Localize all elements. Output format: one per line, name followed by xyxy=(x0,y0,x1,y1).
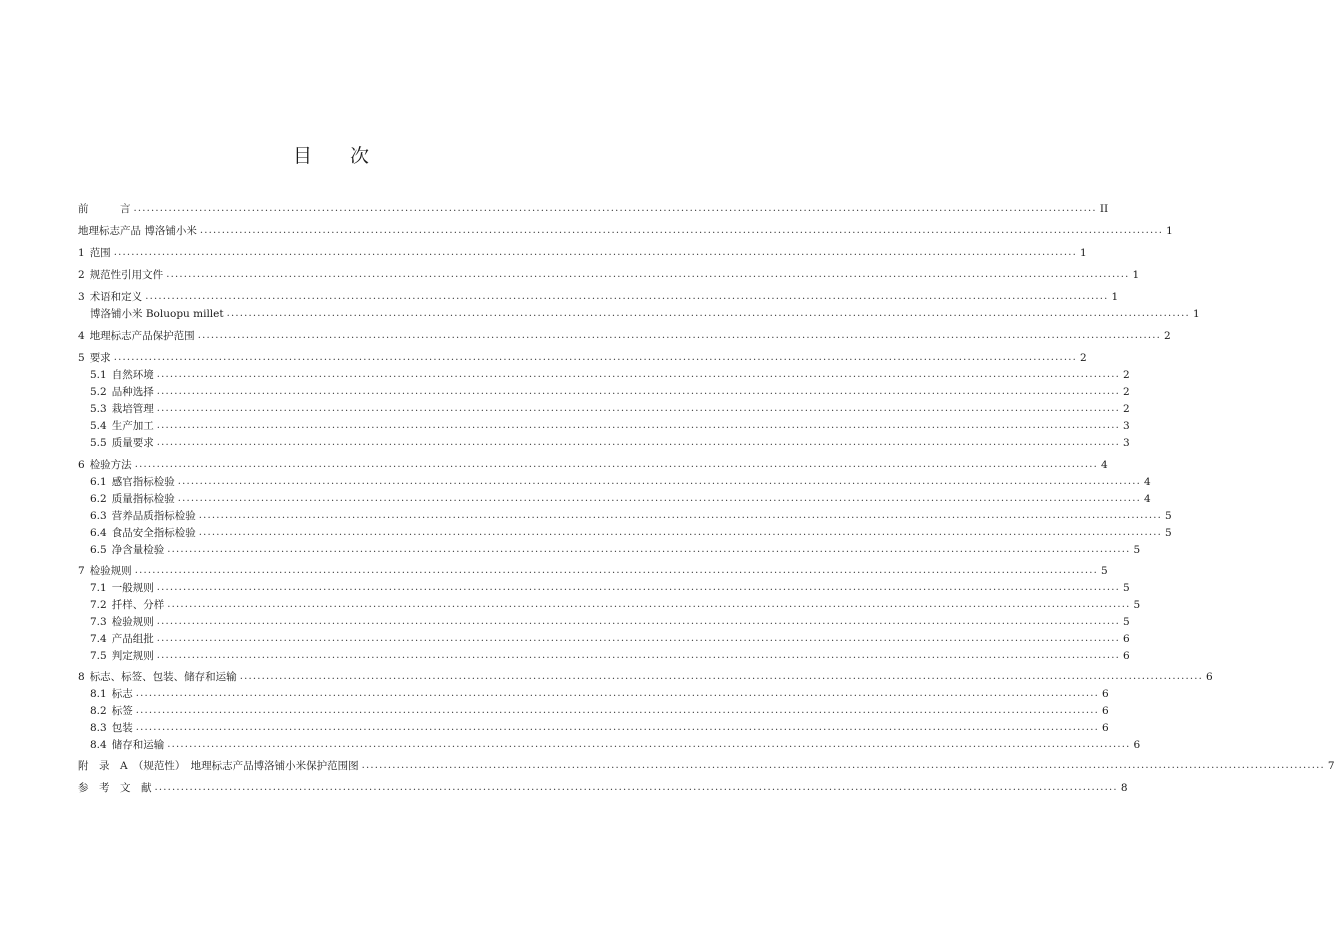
toc-entry[interactable] xyxy=(90,632,1130,646)
dot-leader: ............................................................................................................................................................................................................................ xyxy=(156,369,1121,380)
dot-leader: ............................................................................................................................................................................................................................ xyxy=(167,599,1131,610)
dot-leader: ............................................................................................................................................................................................................................ xyxy=(198,527,1163,538)
toc-entry-label xyxy=(90,581,154,595)
toc-entry-number: 6.2 xyxy=(90,493,107,505)
toc-entry-number: 6.4 xyxy=(90,527,107,539)
toc-entry-page: 1 xyxy=(1132,269,1140,281)
toc-entry-label xyxy=(78,268,163,282)
toc-entry-label xyxy=(90,475,175,489)
toc-entry-label xyxy=(90,492,175,506)
dot-leader: ............................................................................................................................................................................................................................ xyxy=(133,203,1097,214)
toc-entry-label xyxy=(90,632,154,646)
toc-entry-page: 2 xyxy=(1164,330,1171,342)
toc-entry-page: 3 xyxy=(1123,437,1130,449)
toc-entry-label xyxy=(90,598,164,612)
toc-entry-page: 3 xyxy=(1123,420,1130,432)
toc-entry-text: 储存和运输 xyxy=(111,739,165,751)
toc-entry-text: 营养品质指标检验 xyxy=(111,510,196,522)
toc-entry-label xyxy=(78,351,111,365)
toc-entry-page: 2 xyxy=(1123,369,1130,381)
toc-entry[interactable] xyxy=(90,526,1172,540)
toc-entry-number: 7.4 xyxy=(90,633,107,645)
toc-entry-number: 5.5 xyxy=(90,437,107,449)
toc-entry-label xyxy=(78,202,131,216)
toc-entry-number: 8.3 xyxy=(90,722,107,734)
toc-entry-number: 5 xyxy=(78,352,85,364)
toc-entry-text: 地理标志产品保护范围 xyxy=(89,330,195,342)
toc-entry-label xyxy=(78,564,132,578)
toc-entry-text: 扦样、分样 xyxy=(111,599,165,611)
dot-leader: ............................................................................................................................................................................................................................ xyxy=(177,493,1142,504)
toc-entry-text: 标志 xyxy=(111,688,133,700)
dot-leader: ............................................................................................................................................................................................................................ xyxy=(166,269,1130,280)
toc-entry-text: 标志、标签、包装、储存和运输 xyxy=(89,671,237,683)
toc-entry-label xyxy=(78,781,152,795)
toc-entry-number: 8.4 xyxy=(90,739,107,751)
toc-entry[interactable] xyxy=(90,419,1130,433)
toc-entry-label xyxy=(78,670,237,684)
toc-entry[interactable] xyxy=(90,492,1151,506)
toc-entry-page: 6 xyxy=(1206,671,1213,683)
dot-leader: ............................................................................................................................................................................................................................ xyxy=(156,633,1121,644)
dot-leader: ............................................................................................................................................................................................................................ xyxy=(156,616,1121,627)
toc-entry-text: 术语和定义 xyxy=(89,291,143,303)
toc-entry-number: 8 xyxy=(78,671,85,683)
toc-entry-number: 6.3 xyxy=(90,510,107,522)
toc-entry[interactable] xyxy=(90,704,1109,718)
toc-entry[interactable] xyxy=(90,436,1130,450)
toc-entry-number: 7 xyxy=(78,565,85,577)
toc-entry-text: 判定规则 xyxy=(111,650,154,662)
dot-leader: ............................................................................................................................................................................................................................ xyxy=(156,650,1121,661)
toc-entry-label xyxy=(90,402,154,416)
dot-leader: ............................................................................................................................................................................................................................ xyxy=(361,760,1325,771)
toc-entry-page: 5 xyxy=(1123,616,1130,628)
toc-entry-number: 3 xyxy=(78,291,85,303)
toc-entry-number: 6.5 xyxy=(90,544,107,556)
toc-entry[interactable] xyxy=(90,543,1141,557)
toc-entry[interactable] xyxy=(90,368,1130,382)
dot-leader: ............................................................................................................................................................................................................................ xyxy=(156,437,1121,448)
toc-entry-text: 要求 xyxy=(89,352,111,364)
toc-entry[interactable] xyxy=(78,670,1213,684)
dot-leader: ............................................................................................................................................................................................................................ xyxy=(145,291,1109,302)
toc-entry-page: 6 xyxy=(1123,633,1130,645)
toc-entry[interactable] xyxy=(90,402,1130,416)
toc-entry-label xyxy=(90,543,164,557)
toc-entry-number: 5.3 xyxy=(90,403,107,415)
dot-leader: ............................................................................................................................................................................................................................ xyxy=(197,330,1162,341)
toc-entry-number: 7.1 xyxy=(90,582,107,594)
toc-entry-page: 4 xyxy=(1144,476,1151,488)
toc-entry-text: 质量指标检验 xyxy=(111,493,175,505)
toc-entry-text: 检验方法 xyxy=(89,459,132,471)
dot-leader: ............................................................................................................................................................................................................................ xyxy=(135,705,1100,716)
toc-entry-text: 规范性引用文件 xyxy=(89,269,164,281)
dot-leader: ............................................................................................................................................................................................................................ xyxy=(156,403,1121,414)
toc-entry-label xyxy=(78,759,359,773)
toc-entry-page: 5 xyxy=(1101,565,1108,577)
toc-entry-label xyxy=(90,368,154,382)
toc-entry-page: 2 xyxy=(1080,352,1087,364)
toc-entry[interactable] xyxy=(78,759,1335,773)
toc-entry-text: 检验规则 xyxy=(89,565,132,577)
toc-entry-page: 5 xyxy=(1133,544,1141,556)
toc-entry-number: 4 xyxy=(78,330,85,342)
dot-leader: ............................................................................................................................................................................................................................ xyxy=(113,352,1078,363)
toc-entry-page: 6 xyxy=(1102,705,1109,717)
toc-entry-page: 1 xyxy=(1192,308,1200,320)
toc-entry-page: 2 xyxy=(1123,403,1130,415)
toc-entry[interactable] xyxy=(90,721,1109,735)
toc-entry[interactable] xyxy=(90,581,1130,595)
toc-entry-number: 5.1 xyxy=(90,369,107,381)
toc-entry-text: 检验规则 xyxy=(111,616,154,628)
toc-entry[interactable] xyxy=(78,564,1108,578)
toc-entry-page: 5 xyxy=(1123,582,1130,594)
toc-entry[interactable] xyxy=(90,615,1130,629)
toc-entry[interactable] xyxy=(78,290,1119,304)
toc-entry-text: 标签 xyxy=(111,705,133,717)
toc-entry-label xyxy=(90,419,154,433)
toc-entry-text: 范围 xyxy=(89,247,111,259)
toc-entry-text: 附 录 A （规范性） 地理标志产品博洛铺小米保护范围图 xyxy=(78,760,359,772)
toc-entry-label xyxy=(78,290,142,304)
toc-entry-text: 感官指标检验 xyxy=(111,476,175,488)
toc-entry-number: 7.5 xyxy=(90,650,107,662)
toc-entry-label xyxy=(78,224,197,238)
toc-entry-label xyxy=(90,649,154,663)
toc-entry-text: 生产加工 xyxy=(111,420,154,432)
dot-leader: ............................................................................................................................................................................................................................ xyxy=(135,688,1100,699)
toc-entry-number: 7.3 xyxy=(90,616,107,628)
dot-leader: ............................................................................................................................................................................................................................ xyxy=(154,782,1118,793)
toc-entry-page: 4 xyxy=(1144,493,1151,505)
toc-entry-text: 栽培管理 xyxy=(111,403,154,415)
dot-leader: ............................................................................................................................................................................................................................ xyxy=(156,582,1121,593)
dot-leader: ............................................................................................................................................................................................................................ xyxy=(113,247,1078,258)
toc-entry-number: 5.2 xyxy=(90,386,107,398)
page-title xyxy=(0,141,662,168)
toc-entry[interactable] xyxy=(78,351,1087,365)
toc-entry-text: 一般规则 xyxy=(111,582,154,594)
toc-entry-page: 6 xyxy=(1102,722,1109,734)
toc-entry-text: 品种选择 xyxy=(111,386,154,398)
toc-entry-page: 6 xyxy=(1123,650,1130,662)
toc-entry-text: 参 考 文 献 xyxy=(78,782,152,794)
toc-entry[interactable] xyxy=(90,738,1141,752)
dot-leader: ............................................................................................................................................................................................................................ xyxy=(134,565,1099,576)
toc-entry-page: 1 xyxy=(1080,247,1087,259)
toc-entry-page: 1 xyxy=(1111,291,1119,303)
toc-entry[interactable] xyxy=(90,307,1200,321)
toc-entry-page: 4 xyxy=(1101,459,1108,471)
toc-entry-label xyxy=(90,307,224,321)
toc-entry[interactable] xyxy=(90,687,1109,701)
toc-entry-label xyxy=(90,721,133,735)
toc-entry[interactable] xyxy=(90,385,1130,399)
title-part-2: 次 xyxy=(350,145,370,167)
toc-entry-text: 质量要求 xyxy=(111,437,154,449)
toc-entry-page: 1 xyxy=(1166,225,1173,237)
dot-leader: ............................................................................................................................................................................................................................ xyxy=(226,308,1190,319)
toc-entry-number: 7.2 xyxy=(90,599,107,611)
dot-leader: ............................................................................................................................................................................................................................ xyxy=(134,459,1099,470)
toc-entry-page: 6 xyxy=(1102,688,1109,700)
toc-entry-number: 6 xyxy=(78,459,85,471)
toc-entry[interactable] xyxy=(90,649,1130,663)
dot-leader: ............................................................................................................................................................................................................................ xyxy=(177,476,1142,487)
toc-entry-page: 6 xyxy=(1133,739,1141,751)
toc-entry[interactable] xyxy=(78,202,1109,216)
toc-entry-text: 净含量检验 xyxy=(111,544,165,556)
toc-entry[interactable] xyxy=(78,268,1140,282)
toc-entry-label xyxy=(78,458,132,472)
toc-entry[interactable] xyxy=(90,598,1141,612)
toc-entry-label xyxy=(90,436,154,450)
toc-entry[interactable] xyxy=(78,781,1128,795)
toc-entry-label xyxy=(90,509,196,523)
toc-entry-page: 8 xyxy=(1120,782,1128,794)
title-part-1: 目 xyxy=(292,145,312,167)
toc-entry-label xyxy=(78,246,111,260)
toc-entry-text: 地理标志产品 博洛铺小米 xyxy=(78,225,197,237)
toc-entry[interactable] xyxy=(78,329,1171,343)
dot-leader: ............................................................................................................................................................................................................................ xyxy=(156,420,1121,431)
toc-entry-text: 自然环境 xyxy=(111,369,154,381)
toc-entry-page: II xyxy=(1099,203,1109,215)
toc-entry[interactable] xyxy=(78,224,1173,238)
toc-entry-label xyxy=(90,615,154,629)
toc-entry-label xyxy=(78,329,195,343)
toc-entry-text: 包装 xyxy=(111,722,133,734)
toc-entry-text: 产品组批 xyxy=(111,633,154,645)
toc-entry-label xyxy=(90,704,133,718)
toc-entry[interactable] xyxy=(90,509,1172,523)
toc-entry-number: 1 xyxy=(78,247,85,259)
dot-leader: ............................................................................................................................................................................................................................ xyxy=(198,510,1163,521)
toc-entry-page: 7 xyxy=(1327,760,1335,772)
dot-leader: ............................................................................................................................................................................................................................ xyxy=(156,386,1121,397)
toc-entry-text: 食品安全指标检验 xyxy=(111,527,196,539)
dot-leader: ............................................................................................................................................................................................................................ xyxy=(199,225,1164,236)
toc-entry-number: 2 xyxy=(78,269,85,281)
toc-entry-text: 博洛铺小米 Boluopu millet xyxy=(90,308,224,320)
dot-leader: ............................................................................................................................................................................................................................ xyxy=(239,671,1204,682)
toc-entry-page: 5 xyxy=(1133,599,1141,611)
toc-entry-label xyxy=(90,526,196,540)
toc-entry-label xyxy=(90,738,164,752)
toc-entry-page: 2 xyxy=(1123,386,1130,398)
toc-entry-text: 前 言 xyxy=(78,203,131,215)
toc-entry-number: 8.2 xyxy=(90,705,107,717)
dot-leader: ............................................................................................................................................................................................................................ xyxy=(167,739,1131,750)
toc-entry[interactable] xyxy=(78,458,1108,472)
toc-entry-label xyxy=(90,687,133,701)
dot-leader: ............................................................................................................................................................................................................................ xyxy=(167,544,1131,555)
toc-entry-number: 6.1 xyxy=(90,476,107,488)
toc-entry[interactable] xyxy=(90,475,1151,489)
toc-entry-label xyxy=(90,385,154,399)
toc-entry-number: 8.1 xyxy=(90,688,107,700)
toc-entry-page: 5 xyxy=(1165,527,1172,539)
dot-leader: ............................................................................................................................................................................................................................ xyxy=(135,722,1100,733)
toc-entry-page: 5 xyxy=(1165,510,1172,522)
toc-entry[interactable] xyxy=(78,246,1087,260)
toc-entry-number: 5.4 xyxy=(90,420,107,432)
